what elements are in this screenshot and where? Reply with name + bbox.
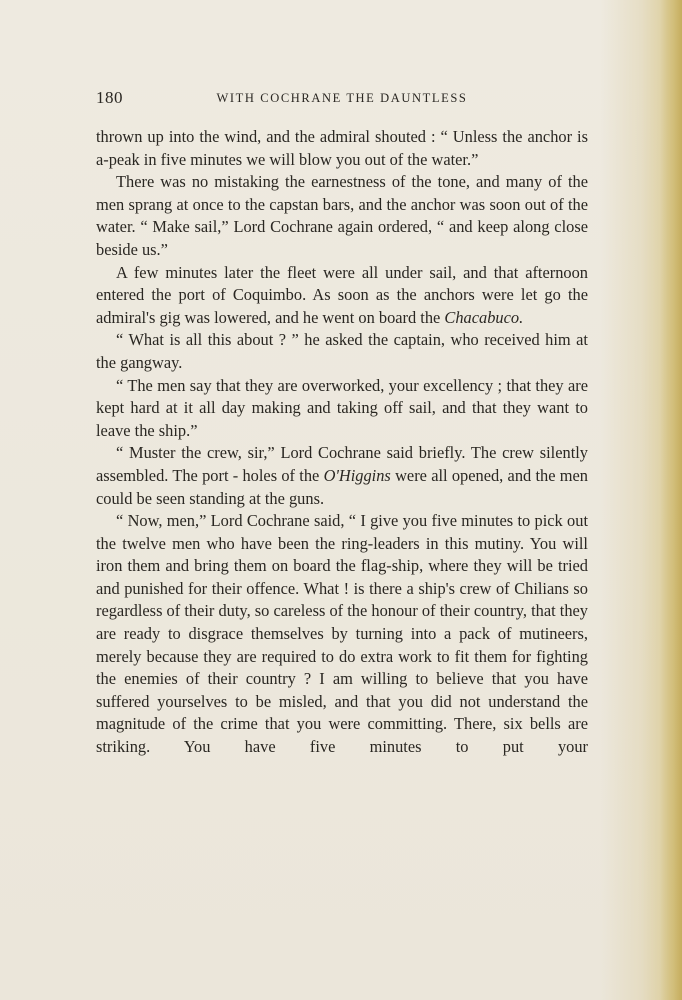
body-text — [96, 126, 588, 759]
paragraph-3 — [96, 262, 588, 330]
paragraph-4: “ What is all this about ? ” he asked the captain, who received him at the gangway. — [96, 330, 588, 372]
paragraph-7: “ Now, men,” Lord Cochrane said, “ I give you five minutes to pick out the twelve men who have been the ring-leaders in this mutiny. You will iron them and bring them on board the flag-ship, where they will be tried and punished for their offence. What ! is there a ship's crew of Chilians so regardless of their duty, so careless of the honour of their country, that they are ready to disgrace themselves by turning into a pack of mutineers, merely because they are required to do extra work to fit them for fighting the enemies of their country ? I am willing to believe that you have suffered yourselves to be misled, and that you did not understand the magnitude of the crime that you were committing. There, six bells are striking. You have five minutes to put your — [96, 511, 588, 757]
ship-name-ohiggins: O'Higgins — [323, 465, 391, 485]
page-edge-shading — [660, 0, 682, 1000]
paragraph-6-text-end: were all opened, and the men could be seen standing at the guns. — [96, 465, 588, 508]
running-head — [96, 88, 588, 108]
paragraph-6-text-start: “ Muster the crew, sir,” Lord Cochrane said briefly. The crew silently assembled. The port - holes of the — [96, 443, 588, 485]
paragraph-1: thrown up into the wind, and the admiral shouted : “ Unless the anchor is a-peak in five minutes we will blow you out of the water.” — [96, 127, 588, 169]
ship-name-chacabuco: Chacabuco. — [444, 307, 524, 327]
page-number: 180 — [96, 88, 123, 107]
paragraph-6 — [96, 442, 588, 510]
paragraph-5: “ The men say that they are overworked, your excellency ; that they are kept hard at it all day making and taking off sail, and that they want to leave the ship.” — [96, 375, 588, 440]
paragraph-2: There was no mistaking the earnestness of the tone, and many of the men sprang at once to the capstan bars, and the anchor was soon out of the water. “ Make sail,” Lord Cochrane again ordered, “ and keep along close beside us.” — [96, 172, 588, 259]
paragraph-3-text: A few minutes later the fleet were all under sail, and that afternoon entered the port of Coquimbo. As soon as the anchors were let go the admiral's gig was lowered, and he went on board the — [96, 262, 588, 327]
running-title: WITH COCHRANE THE DAUNTLESS — [216, 91, 468, 105]
